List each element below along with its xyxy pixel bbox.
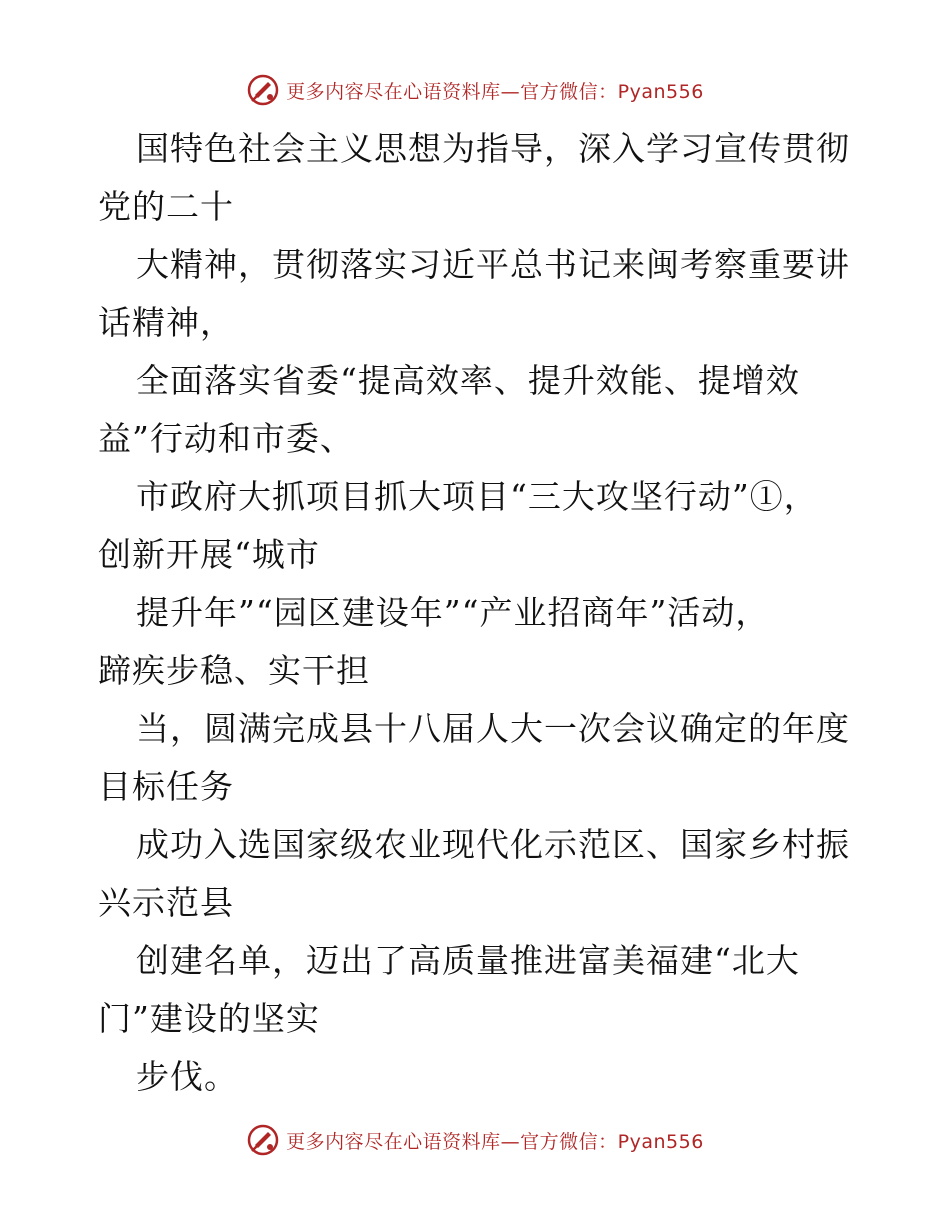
paragraph-line: 全面落实省委“提高效率、提升效能、提增效: [136, 361, 800, 400]
paragraph-line: 益”行动和市委、: [98, 419, 354, 458]
paragraph-line: 国特色社会主义思想为指导，深入学习宣传贯彻: [136, 129, 850, 168]
logo-icon: [246, 1123, 280, 1157]
paragraph-line: 党的二十: [98, 187, 234, 226]
footer-banner: [0, 1120, 950, 1160]
paragraph-line: 兴示范县: [98, 883, 234, 922]
paragraph-line: 市政府大抓项目抓大项目“三大攻坚行动”①，: [136, 477, 818, 516]
paragraph-line: 目标任务: [98, 767, 234, 806]
paragraph-line: 成功入选国家级农业现代化示范区、国家乡村振: [136, 825, 850, 864]
paragraph-line: 话精神，: [98, 303, 234, 342]
paragraph-line: 步伐。: [136, 1057, 238, 1096]
paragraph: [98, 120, 858, 236]
paragraph: [98, 932, 858, 1048]
paragraph: [98, 236, 858, 352]
paragraph-line: 创新开展“城市: [98, 535, 320, 574]
paragraph-line: 蹄疾步稳、实干担: [98, 651, 370, 690]
paragraph: [98, 468, 858, 584]
paragraph-line: 大精神，贯彻落实习近平总书记来闽考察重要讲: [136, 245, 850, 284]
paragraph-line: 当，圆满完成县十八届人大一次会议确定的年度: [136, 709, 850, 748]
paragraph: [98, 584, 858, 700]
paragraph: [98, 352, 858, 468]
header-banner: [0, 70, 950, 110]
paragraph-line: 提升年”“园区建设年”“产业招商年”活动，: [136, 593, 770, 632]
paragraph-line: 门”建设的坚实: [98, 999, 320, 1038]
paragraph: [98, 816, 858, 932]
document-body: [98, 120, 858, 1106]
paragraph: [98, 1048, 858, 1106]
paragraph: [98, 700, 858, 816]
header-text: 更多内容尽在心语资料库—官方微信：Pyan556: [286, 80, 704, 103]
footer-text: 更多内容尽在心语资料库—官方微信：Pyan556: [286, 1130, 704, 1153]
paragraph-line: 创建名单，迈出了高质量推进富美福建“北大: [136, 941, 800, 980]
logo-icon: [246, 73, 280, 107]
